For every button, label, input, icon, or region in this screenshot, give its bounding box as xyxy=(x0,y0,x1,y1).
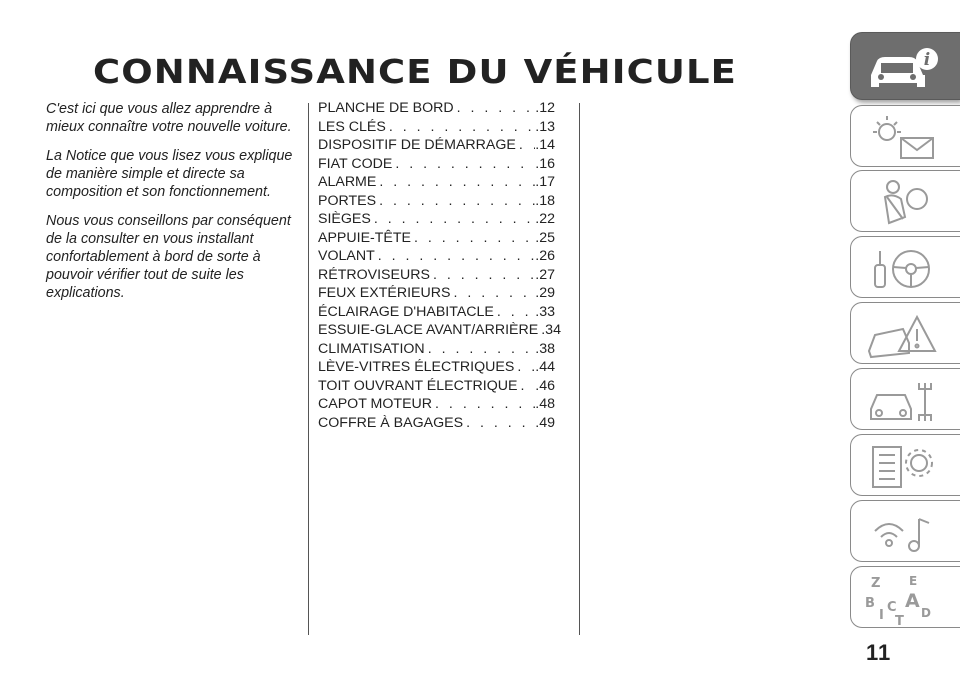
toc-dot-leader xyxy=(494,304,535,320)
page-number: 11 xyxy=(866,640,892,665)
svg-text:i: i xyxy=(923,50,931,70)
toc-dot-leader xyxy=(376,193,535,209)
toc-entry-title: RÉTROVISEURS xyxy=(318,266,430,283)
index-letter: E xyxy=(909,574,918,588)
toc-entry[interactable] xyxy=(318,100,555,119)
toc-dot-leader xyxy=(375,248,536,264)
column-divider xyxy=(308,103,309,635)
toc-dot-leader xyxy=(432,396,535,412)
toc-dot-leader xyxy=(376,174,535,190)
tab-alphabetical-index[interactable] xyxy=(850,566,960,628)
toc-dot-leader xyxy=(463,415,535,431)
toc-entry-page: .22 xyxy=(535,211,555,227)
toc-entry[interactable] xyxy=(318,248,555,267)
tab-safety[interactable] xyxy=(850,170,960,232)
toc-entry[interactable] xyxy=(318,415,555,434)
toc-entry-title: PLANCHE DE BORD xyxy=(318,100,454,116)
car-wrench-icon xyxy=(863,375,943,427)
toc-entry-page: .48 xyxy=(535,396,555,412)
toc-entry[interactable] xyxy=(318,267,555,286)
toc-entry-page: .46 xyxy=(535,377,555,394)
toc-entry[interactable] xyxy=(318,137,555,156)
intro-paragraph: La Notice que vous lisez vous explique de manière simple et directe sa composition et son fonctionnement. xyxy=(46,148,293,200)
index-letter: C xyxy=(887,600,897,615)
toc-entry-page: .26 xyxy=(535,248,555,264)
toc-entry-page: .16 xyxy=(535,155,555,172)
toc-entry[interactable] xyxy=(318,285,555,304)
toc-dot-leader xyxy=(454,100,536,116)
toc-entry-title: TOIT OUVRANT ÉLECTRIQUE xyxy=(318,377,518,394)
toc-dot-leader xyxy=(430,267,535,283)
toc-entry-title: ÉCLAIRAGE D'HABITACLE xyxy=(318,303,494,320)
toc-dot-leader xyxy=(425,341,536,357)
toc-entry[interactable] xyxy=(318,359,555,378)
toc-dot-leader xyxy=(371,211,535,227)
toc-entry-page: .38 xyxy=(535,340,555,357)
index-letter: Z xyxy=(871,576,881,591)
toc-entry-title: APPUIE-TÊTE xyxy=(318,229,412,246)
toc-entry[interactable] xyxy=(318,119,555,138)
toc-entry-page: .14 xyxy=(535,137,555,153)
tab-multimedia[interactable] xyxy=(850,500,960,562)
index-letter: B xyxy=(865,596,875,611)
tab-starting-driving[interactable] xyxy=(850,236,960,298)
toc-entry[interactable] xyxy=(318,211,555,230)
toc-entry-page: .29 xyxy=(535,285,555,301)
toc-entry-page: .34 xyxy=(541,322,561,338)
toc-entry-page: .13 xyxy=(535,118,555,135)
toc-entry-title: LES CLÉS xyxy=(318,118,386,135)
toc-entry-title: COFFRE À BAGAGES xyxy=(318,414,464,431)
toc-entry-title: LÈVE-VITRES ÉLECTRIQUES xyxy=(318,359,515,375)
emergency-triangle-icon xyxy=(863,309,943,361)
toc-dot-leader xyxy=(516,137,535,153)
toc-entry-page: .17 xyxy=(535,174,555,190)
tab-warning-lights[interactable] xyxy=(850,105,960,167)
index-letter: D xyxy=(921,606,931,620)
alphabetical-index-icon xyxy=(863,573,943,625)
toc-entry-title: ALARME xyxy=(318,174,377,190)
toc-dot-leader xyxy=(411,230,535,246)
toc-entry-title: FIAT CODE xyxy=(318,155,393,172)
toc-entry-title: CLIMATISATION xyxy=(318,340,425,357)
warning-lights-icon xyxy=(863,112,943,164)
toc-dot-leader xyxy=(392,156,535,172)
index-letter: A xyxy=(905,590,920,612)
toc-entry[interactable] xyxy=(318,396,555,415)
toc-entry[interactable] xyxy=(318,193,555,212)
seatbelt-airbag-icon xyxy=(863,177,943,229)
toc-entry-title: CAPOT MOTEUR xyxy=(318,396,433,412)
toc-entry[interactable] xyxy=(318,230,555,249)
tab-emergency[interactable] xyxy=(850,302,960,364)
index-letter: T xyxy=(895,614,904,625)
toc-entry-page: .25 xyxy=(535,229,555,246)
intro-paragraph: C'est ici que vous allez apprendre à mieux connaître votre nouvelle voiture. xyxy=(46,101,292,135)
toc-entry-title: SIÈGES xyxy=(318,211,371,227)
intro-text xyxy=(46,100,296,313)
toc-entry-title: VOLANT xyxy=(318,248,375,264)
toc-entry-page: .18 xyxy=(535,192,555,209)
toc-entry[interactable] xyxy=(318,378,555,397)
toc-dot-leader xyxy=(514,359,535,375)
toc-entry[interactable] xyxy=(318,156,555,175)
table-of-contents xyxy=(318,100,561,433)
toc-entry-page: .49 xyxy=(535,414,555,431)
toc-entry[interactable] xyxy=(318,304,555,323)
toc-entry-page: .27 xyxy=(535,266,555,283)
index-letter: I xyxy=(879,608,884,623)
toc-entry-page: .44 xyxy=(535,359,555,375)
page-title: CONNAISSANCE DU VÉHICULE xyxy=(92,52,738,92)
toc-entry-title: ESSUIE-GLACE AVANT/ARRIÈRE xyxy=(318,322,539,338)
key-steering-wheel-icon xyxy=(863,243,943,295)
toc-entry[interactable] xyxy=(318,341,555,360)
toc-dot-leader xyxy=(450,285,535,301)
specs-gear-icon xyxy=(863,441,943,493)
toc-entry-title: FEUX EXTÉRIEURS xyxy=(318,285,451,301)
intro-paragraph: Nous vous conseillons par conséquent de la consulter en vous installant confortablement à bord de sorte à pouvoir vérifier tout de suite les explications. xyxy=(46,213,291,301)
multimedia-music-icon xyxy=(863,507,943,559)
tab-maintenance[interactable] xyxy=(850,368,960,430)
toc-dot-leader xyxy=(386,119,535,135)
toc-entry-title: PORTES xyxy=(318,192,377,209)
car-info-icon xyxy=(863,39,943,95)
chapter-tabs xyxy=(850,0,960,678)
tab-car-info[interactable] xyxy=(850,32,960,100)
toc-entry[interactable] xyxy=(318,322,561,341)
toc-dot-leader xyxy=(517,378,535,394)
toc-entry[interactable] xyxy=(318,174,555,193)
column-divider xyxy=(579,103,580,635)
tab-technical-specs[interactable] xyxy=(850,434,960,496)
toc-entry-title: DISPOSITIF DE DÉMARRAGE xyxy=(318,137,516,153)
toc-entry-page: .33 xyxy=(535,303,555,320)
toc-entry-page: .12 xyxy=(535,100,555,116)
